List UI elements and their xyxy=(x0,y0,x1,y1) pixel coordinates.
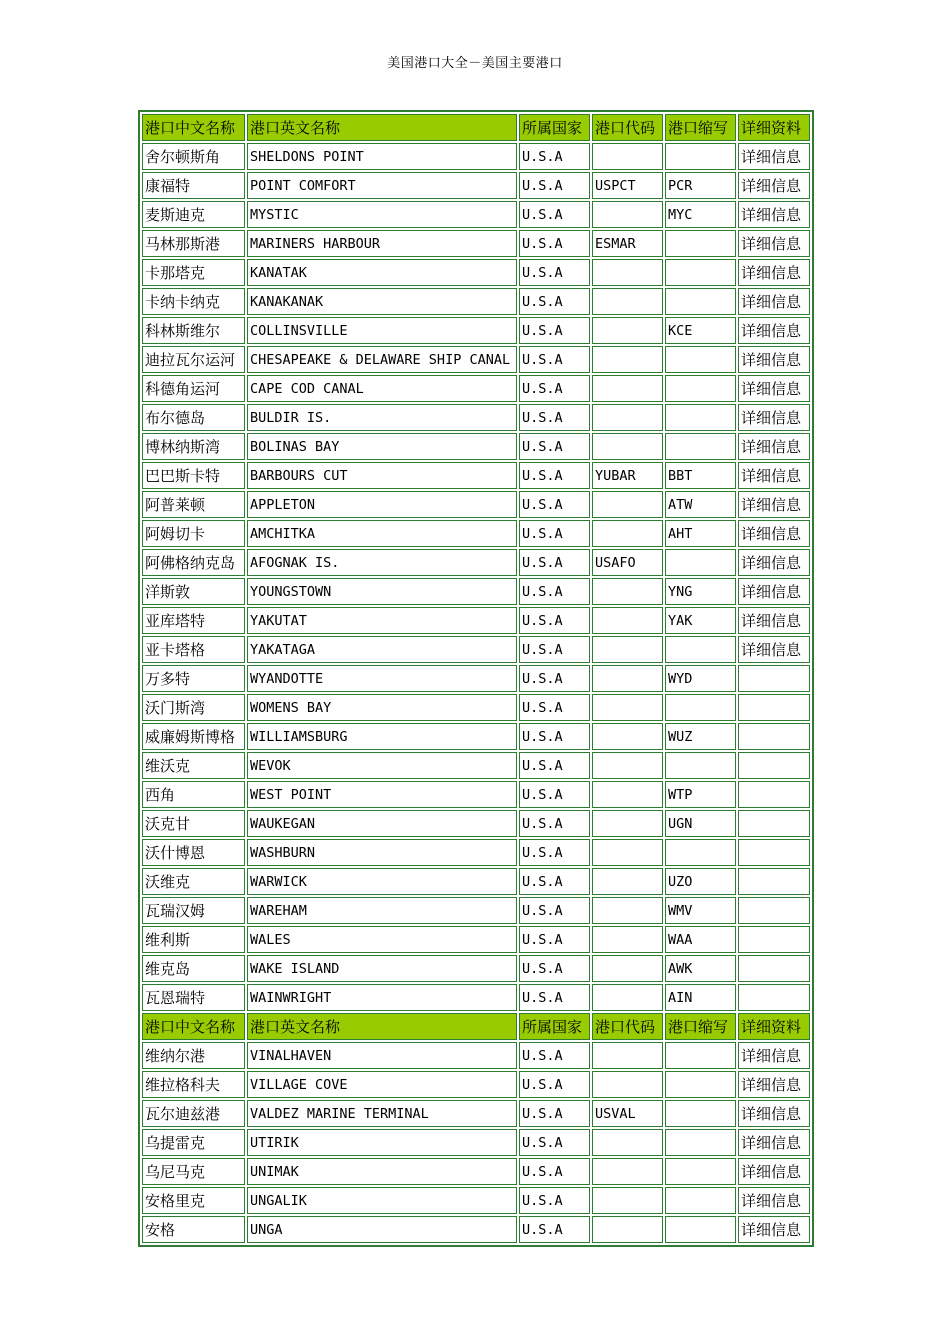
cell-chinese-name: 康福特 xyxy=(142,172,245,199)
cell-port-code xyxy=(592,259,663,286)
cell-details-link[interactable]: 详细信息 xyxy=(738,636,810,663)
header-cell-port-code: 港口代码 xyxy=(592,114,663,141)
cell-chinese-name: 卡纳卡纳克 xyxy=(142,288,245,315)
cell-port-code xyxy=(592,607,663,634)
cell-abbreviation xyxy=(665,288,736,315)
cell-abbreviation: WTP xyxy=(665,781,736,808)
cell-details-link[interactable]: 详细信息 xyxy=(738,578,810,605)
cell-details-link[interactable]: 详细信息 xyxy=(738,520,810,547)
cell-details xyxy=(738,810,810,837)
cell-english-name: MARINERS HARBOUR xyxy=(247,230,517,257)
cell-country: U.S.A xyxy=(519,1158,590,1185)
cell-country: U.S.A xyxy=(519,607,590,634)
cell-port-code xyxy=(592,839,663,866)
cell-country: U.S.A xyxy=(519,491,590,518)
cell-details xyxy=(738,955,810,982)
cell-country: U.S.A xyxy=(519,1100,590,1127)
table-row xyxy=(142,1216,810,1243)
cell-port-code xyxy=(592,404,663,431)
table-row xyxy=(142,549,810,576)
table-row xyxy=(142,839,810,866)
cell-chinese-name: 维纳尔港 xyxy=(142,1042,245,1069)
cell-details-link[interactable]: 详细信息 xyxy=(738,1042,810,1069)
page-title: 美国港口大全－美国主要港口 xyxy=(387,56,563,71)
cell-english-name: CHESAPEAKE & DELAWARE SHIP CANAL xyxy=(247,346,517,373)
cell-chinese-name: 瓦尔迪兹港 xyxy=(142,1100,245,1127)
cell-country: U.S.A xyxy=(519,433,590,460)
cell-chinese-name: 万多特 xyxy=(142,665,245,692)
cell-english-name: WARWICK xyxy=(247,868,517,895)
cell-details-link[interactable]: 详细信息 xyxy=(738,1100,810,1127)
cell-abbreviation: UGN xyxy=(665,810,736,837)
cell-abbreviation: WYD xyxy=(665,665,736,692)
header-cell-english-name: 港口英文名称 xyxy=(247,114,517,141)
cell-details xyxy=(738,665,810,692)
cell-english-name: KANAKANAK xyxy=(247,288,517,315)
table-row xyxy=(142,1100,810,1127)
cell-details-link[interactable]: 详细信息 xyxy=(738,1129,810,1156)
cell-port-code xyxy=(592,1071,663,1098)
cell-abbreviation: YAK xyxy=(665,607,736,634)
table-row xyxy=(142,491,810,518)
cell-port-code xyxy=(592,375,663,402)
header-cell-english-name: 港口英文名称 xyxy=(247,1013,517,1040)
cell-abbreviation xyxy=(665,1187,736,1214)
ports-table xyxy=(138,110,814,1247)
table-row xyxy=(142,897,810,924)
cell-details-link[interactable]: 详细信息 xyxy=(738,491,810,518)
table-row xyxy=(142,230,810,257)
cell-country: U.S.A xyxy=(519,462,590,489)
cell-port-code: ESMAR xyxy=(592,230,663,257)
cell-port-code xyxy=(592,1042,663,1069)
cell-country: U.S.A xyxy=(519,723,590,750)
cell-chinese-name: 安格 xyxy=(142,1216,245,1243)
table-row xyxy=(142,462,810,489)
cell-chinese-name: 马林那斯港 xyxy=(142,230,245,257)
cell-abbreviation: UZO xyxy=(665,868,736,895)
cell-english-name: WEVOK xyxy=(247,752,517,779)
cell-port-code xyxy=(592,201,663,228)
cell-abbreviation: KCE xyxy=(665,317,736,344)
cell-chinese-name: 阿佛格纳克岛 xyxy=(142,549,245,576)
cell-english-name: UNGA xyxy=(247,1216,517,1243)
cell-country: U.S.A xyxy=(519,868,590,895)
cell-port-code: USAFO xyxy=(592,549,663,576)
cell-port-code xyxy=(592,317,663,344)
table-row xyxy=(142,317,810,344)
cell-port-code xyxy=(592,1216,663,1243)
cell-port-code xyxy=(592,636,663,663)
cell-country: U.S.A xyxy=(519,984,590,1011)
table-row xyxy=(142,375,810,402)
cell-country: U.S.A xyxy=(519,694,590,721)
cell-country: U.S.A xyxy=(519,520,590,547)
cell-chinese-name: 博林纳斯湾 xyxy=(142,433,245,460)
cell-english-name: WAKE ISLAND xyxy=(247,955,517,982)
header-cell-chinese-name: 港口中文名称 xyxy=(142,114,245,141)
cell-details-link[interactable]: 详细信息 xyxy=(738,230,810,257)
cell-abbreviation xyxy=(665,839,736,866)
cell-english-name: VINALHAVEN xyxy=(247,1042,517,1069)
cell-abbreviation: YNG xyxy=(665,578,736,605)
cell-english-name: CAPE COD CANAL xyxy=(247,375,517,402)
table-row xyxy=(142,1158,810,1185)
cell-abbreviation xyxy=(665,433,736,460)
cell-abbreviation: AIN xyxy=(665,984,736,1011)
table-row xyxy=(142,1071,810,1098)
cell-country: U.S.A xyxy=(519,230,590,257)
cell-abbreviation xyxy=(665,404,736,431)
cell-english-name: KANATAK xyxy=(247,259,517,286)
table-row xyxy=(142,926,810,953)
header-cell-country: 所属国家 xyxy=(519,114,590,141)
cell-details-link[interactable]: 详细信息 xyxy=(738,259,810,286)
cell-country: U.S.A xyxy=(519,1129,590,1156)
cell-country: U.S.A xyxy=(519,375,590,402)
cell-chinese-name: 巴巴斯卡特 xyxy=(142,462,245,489)
cell-english-name: UNGALIK xyxy=(247,1187,517,1214)
cell-chinese-name: 阿普莱顿 xyxy=(142,491,245,518)
table-row xyxy=(142,578,810,605)
cell-chinese-name: 布尔德岛 xyxy=(142,404,245,431)
cell-country: U.S.A xyxy=(519,201,590,228)
cell-chinese-name: 安格里克 xyxy=(142,1187,245,1214)
cell-details xyxy=(738,897,810,924)
cell-english-name: UNIMAK xyxy=(247,1158,517,1185)
cell-abbreviation xyxy=(665,1158,736,1185)
cell-abbreviation xyxy=(665,694,736,721)
table-row xyxy=(142,984,810,1011)
cell-country: U.S.A xyxy=(519,752,590,779)
cell-abbreviation: WAA xyxy=(665,926,736,953)
cell-english-name: WAREHAM xyxy=(247,897,517,924)
table-row xyxy=(142,288,810,315)
cell-abbreviation xyxy=(665,636,736,663)
cell-port-code xyxy=(592,1129,663,1156)
cell-abbreviation xyxy=(665,549,736,576)
cell-abbreviation: AHT xyxy=(665,520,736,547)
cell-country: U.S.A xyxy=(519,955,590,982)
table-row xyxy=(142,665,810,692)
table-row xyxy=(142,752,810,779)
cell-chinese-name: 维利斯 xyxy=(142,926,245,953)
cell-details-link[interactable]: 详细信息 xyxy=(738,1216,810,1243)
cell-country: U.S.A xyxy=(519,404,590,431)
cell-details-link[interactable]: 详细信息 xyxy=(738,549,810,576)
cell-details-link[interactable]: 详细信息 xyxy=(738,1158,810,1185)
cell-abbreviation: BBT xyxy=(665,462,736,489)
table-row xyxy=(142,781,810,808)
table-row xyxy=(142,723,810,750)
cell-abbreviation xyxy=(665,1216,736,1243)
cell-details xyxy=(738,723,810,750)
cell-details-link[interactable]: 详细信息 xyxy=(738,607,810,634)
cell-english-name: YAKUTAT xyxy=(247,607,517,634)
cell-details-link[interactable]: 详细信息 xyxy=(738,201,810,228)
cell-chinese-name: 亚库塔特 xyxy=(142,607,245,634)
table-row xyxy=(142,433,810,460)
cell-chinese-name: 乌尼马克 xyxy=(142,1158,245,1185)
header-cell-details: 详细资料 xyxy=(738,1013,810,1040)
cell-abbreviation xyxy=(665,1042,736,1069)
cell-details-link[interactable]: 详细信息 xyxy=(738,433,810,460)
cell-port-code xyxy=(592,810,663,837)
cell-chinese-name: 麦斯迪克 xyxy=(142,201,245,228)
cell-abbreviation xyxy=(665,230,736,257)
cell-chinese-name: 阿姆切卡 xyxy=(142,520,245,547)
cell-english-name: WALES xyxy=(247,926,517,953)
cell-port-code xyxy=(592,143,663,170)
cell-abbreviation: AWK xyxy=(665,955,736,982)
cell-english-name: WYANDOTTE xyxy=(247,665,517,692)
cell-english-name: BOLINAS BAY xyxy=(247,433,517,460)
cell-port-code xyxy=(592,288,663,315)
cell-details-link[interactable]: 详细信息 xyxy=(738,1071,810,1098)
cell-country: U.S.A xyxy=(519,549,590,576)
cell-port-code xyxy=(592,926,663,953)
cell-abbreviation: WUZ xyxy=(665,723,736,750)
cell-english-name: YOUNGSTOWN xyxy=(247,578,517,605)
cell-abbreviation: MYC xyxy=(665,201,736,228)
cell-english-name: APPLETON xyxy=(247,491,517,518)
cell-english-name: YAKATAGA xyxy=(247,636,517,663)
cell-details-link[interactable]: 详细信息 xyxy=(738,375,810,402)
cell-chinese-name: 科林斯维尔 xyxy=(142,317,245,344)
cell-details xyxy=(738,868,810,895)
cell-details xyxy=(738,694,810,721)
cell-english-name: WAUKEGAN xyxy=(247,810,517,837)
cell-country: U.S.A xyxy=(519,665,590,692)
cell-country: U.S.A xyxy=(519,810,590,837)
cell-chinese-name: 沃门斯湾 xyxy=(142,694,245,721)
cell-chinese-name: 舍尔顿斯角 xyxy=(142,143,245,170)
ports-table-container xyxy=(138,110,812,1247)
cell-english-name: VILLAGE COVE xyxy=(247,1071,517,1098)
cell-details-link[interactable]: 详细信息 xyxy=(738,462,810,489)
cell-chinese-name: 亚卡塔格 xyxy=(142,636,245,663)
cell-english-name: WILLIAMSBURG xyxy=(247,723,517,750)
table-row xyxy=(142,1129,810,1156)
cell-country: U.S.A xyxy=(519,259,590,286)
table-row xyxy=(142,810,810,837)
cell-abbreviation xyxy=(665,1129,736,1156)
cell-abbreviation: WMV xyxy=(665,897,736,924)
header-cell-details: 详细资料 xyxy=(738,114,810,141)
cell-english-name: WAINWRIGHT xyxy=(247,984,517,1011)
cell-abbreviation: PCR xyxy=(665,172,736,199)
cell-port-code xyxy=(592,781,663,808)
cell-english-name: BULDIR IS. xyxy=(247,404,517,431)
cell-english-name: SHELDONS POINT xyxy=(247,143,517,170)
cell-country: U.S.A xyxy=(519,288,590,315)
cell-details-link[interactable]: 详细信息 xyxy=(738,1187,810,1214)
header-cell-country: 所属国家 xyxy=(519,1013,590,1040)
cell-abbreviation xyxy=(665,143,736,170)
cell-country: U.S.A xyxy=(519,839,590,866)
cell-english-name: BARBOURS CUT xyxy=(247,462,517,489)
cell-chinese-name: 洋斯敦 xyxy=(142,578,245,605)
cell-port-code xyxy=(592,897,663,924)
cell-country: U.S.A xyxy=(519,897,590,924)
cell-details xyxy=(738,839,810,866)
cell-chinese-name: 沃克甘 xyxy=(142,810,245,837)
cell-abbreviation xyxy=(665,1100,736,1127)
cell-details xyxy=(738,984,810,1011)
cell-port-code xyxy=(592,868,663,895)
table-row xyxy=(142,955,810,982)
table-row xyxy=(142,346,810,373)
cell-details-link[interactable]: 详细信息 xyxy=(738,404,810,431)
cell-chinese-name: 科德角运河 xyxy=(142,375,245,402)
cell-english-name: POINT COMFORT xyxy=(247,172,517,199)
cell-port-code xyxy=(592,665,663,692)
cell-country: U.S.A xyxy=(519,926,590,953)
cell-abbreviation xyxy=(665,752,736,779)
table-row xyxy=(142,607,810,634)
cell-chinese-name: 卡那塔克 xyxy=(142,259,245,286)
cell-english-name: WEST POINT xyxy=(247,781,517,808)
header-cell-port-code: 港口代码 xyxy=(592,1013,663,1040)
cell-port-code: YUBAR xyxy=(592,462,663,489)
cell-chinese-name: 西角 xyxy=(142,781,245,808)
cell-chinese-name: 威廉姆斯博格 xyxy=(142,723,245,750)
cell-port-code xyxy=(592,491,663,518)
cell-details xyxy=(738,752,810,779)
cell-port-code xyxy=(592,1187,663,1214)
cell-country: U.S.A xyxy=(519,636,590,663)
cell-chinese-name: 迪拉瓦尔运河 xyxy=(142,346,245,373)
cell-english-name: WOMENS BAY xyxy=(247,694,517,721)
table-header-row xyxy=(142,114,810,141)
table-row xyxy=(142,636,810,663)
cell-english-name: MYSTIC xyxy=(247,201,517,228)
table-row xyxy=(142,1042,810,1069)
cell-port-code xyxy=(592,694,663,721)
cell-chinese-name: 维克岛 xyxy=(142,955,245,982)
cell-port-code xyxy=(592,984,663,1011)
table-header-row xyxy=(142,1013,810,1040)
cell-port-code xyxy=(592,346,663,373)
table-row xyxy=(142,1187,810,1214)
cell-details-link[interactable]: 详细信息 xyxy=(738,346,810,373)
cell-details xyxy=(738,926,810,953)
cell-country: U.S.A xyxy=(519,1042,590,1069)
cell-chinese-name: 瓦瑞汉姆 xyxy=(142,897,245,924)
cell-abbreviation xyxy=(665,346,736,373)
cell-port-code xyxy=(592,578,663,605)
cell-english-name: VALDEZ MARINE TERMINAL xyxy=(247,1100,517,1127)
cell-abbreviation xyxy=(665,259,736,286)
table-row xyxy=(142,201,810,228)
cell-port-code xyxy=(592,955,663,982)
cell-english-name: COLLINSVILLE xyxy=(247,317,517,344)
cell-port-code: USPCT xyxy=(592,172,663,199)
header-cell-abbreviation: 港口缩写 xyxy=(665,114,736,141)
cell-details xyxy=(738,781,810,808)
cell-details-link[interactable]: 详细信息 xyxy=(738,172,810,199)
cell-abbreviation xyxy=(665,375,736,402)
cell-country: U.S.A xyxy=(519,781,590,808)
cell-country: U.S.A xyxy=(519,317,590,344)
cell-details-link[interactable]: 详细信息 xyxy=(738,143,810,170)
cell-country: U.S.A xyxy=(519,1187,590,1214)
table-row xyxy=(142,172,810,199)
cell-chinese-name: 沃什博恩 xyxy=(142,839,245,866)
table-row xyxy=(142,520,810,547)
cell-country: U.S.A xyxy=(519,1071,590,1098)
table-row xyxy=(142,143,810,170)
cell-country: U.S.A xyxy=(519,172,590,199)
table-row xyxy=(142,694,810,721)
cell-country: U.S.A xyxy=(519,1216,590,1243)
table-row xyxy=(142,868,810,895)
cell-port-code: USVAL xyxy=(592,1100,663,1127)
cell-abbreviation xyxy=(665,1071,736,1098)
cell-details-link[interactable]: 详细信息 xyxy=(738,288,810,315)
cell-english-name: AFOGNAK IS. xyxy=(247,549,517,576)
cell-country: U.S.A xyxy=(519,143,590,170)
cell-port-code xyxy=(592,520,663,547)
cell-country: U.S.A xyxy=(519,346,590,373)
cell-english-name: UTIRIK xyxy=(247,1129,517,1156)
cell-english-name: AMCHITKA xyxy=(247,520,517,547)
cell-port-code xyxy=(592,433,663,460)
ports-table-body xyxy=(142,114,810,1243)
cell-port-code xyxy=(592,723,663,750)
cell-chinese-name: 乌提雷克 xyxy=(142,1129,245,1156)
cell-chinese-name: 维拉格科夫 xyxy=(142,1071,245,1098)
cell-port-code xyxy=(592,752,663,779)
table-row xyxy=(142,259,810,286)
cell-chinese-name: 维沃克 xyxy=(142,752,245,779)
cell-abbreviation: ATW xyxy=(665,491,736,518)
cell-chinese-name: 瓦恩瑞特 xyxy=(142,984,245,1011)
cell-port-code xyxy=(592,1158,663,1185)
cell-details-link[interactable]: 详细信息 xyxy=(738,317,810,344)
header-cell-abbreviation: 港口缩写 xyxy=(665,1013,736,1040)
cell-chinese-name: 沃维克 xyxy=(142,868,245,895)
cell-country: U.S.A xyxy=(519,578,590,605)
header-cell-chinese-name: 港口中文名称 xyxy=(142,1013,245,1040)
cell-english-name: WASHBURN xyxy=(247,839,517,866)
table-row xyxy=(142,404,810,431)
